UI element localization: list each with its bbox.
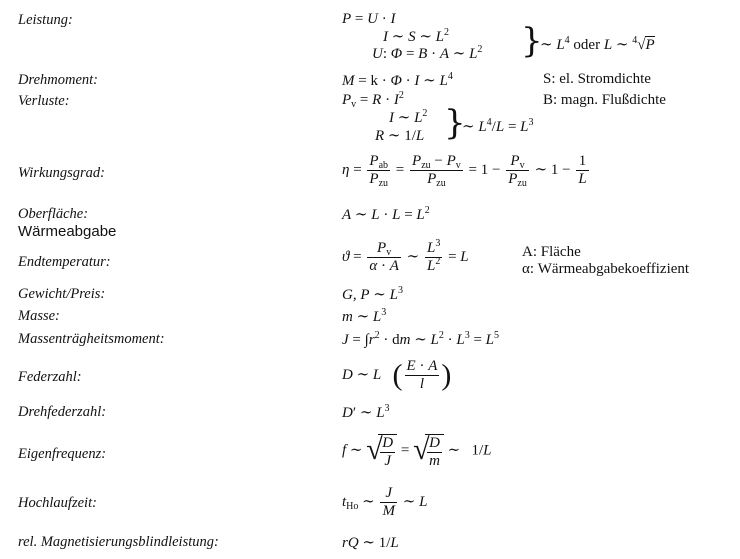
formula-verluste-result: ∼ $L^4/L = L^3$: [462, 117, 534, 135]
label-federzahl: Federzahl:: [18, 369, 82, 385]
note-a: A: Fläche: [522, 244, 581, 260]
formula-verluste: $P_v = R \cdot I^2$: [342, 90, 404, 110]
formula-eigenfrequenz: f ∼ √ $\frac{D}{J}$ = √ $\frac{D}{m}$ ∼ 1/L: [342, 433, 492, 469]
formula-i-l2: I ∼ $L^2$: [389, 108, 428, 126]
brace-leistung: }: [521, 21, 543, 61]
formula-blindleistung: rQ ∼ 1/L: [342, 535, 399, 551]
label-gewicht: Gewicht/Preis:: [18, 286, 106, 302]
formula-traegheit: $J = \int r^2$ · dm ∼ $L^2 \cdot L^3 = L^5$: [342, 330, 500, 348]
formula-wirkungsgrad: η = $\frac{P_{ab}}{P_{zu}}$ = $\frac{P_{zu} - P_v}{P_{zu}}$ = 1 − $\frac{P_v}{P_{zu}}$ ∼ 1 − $\frac{1}{L}$: [342, 153, 587, 189]
formula-federzahl: D ∼ L ( $\frac{E \cdot A}{l}$ ): [342, 358, 452, 392]
formula-hochlaufzeit: $t_{Ho}$ ∼ $\frac{J}{M}$ ∼ L: [342, 485, 428, 519]
formula-flux-scaling: U: Φ = B · A ∼ $L^2$: [372, 44, 483, 62]
label-traegheit: Massenträgheitsmoment:: [18, 331, 165, 347]
label-drehmoment: Drehmoment:: [18, 72, 98, 88]
label-wirkungsgrad: Wirkungsgrad:: [18, 165, 105, 181]
label-oberflaeche: Oberfläche:: [18, 206, 89, 222]
text-oder: oder: [573, 37, 601, 53]
label-verluste: Verluste:: [18, 93, 70, 109]
label-leistung: Leistung:: [18, 12, 73, 28]
formula-gewicht: G, P ∼ $L^3$: [342, 285, 403, 303]
formula-drehfederzahl: D′ ∼ $L^3$: [342, 403, 390, 421]
formula-oberflaeche: A ∼ $L \cdot L = L^2$: [342, 205, 430, 223]
label-blindleistung: rel. Magnetisierungsblindleistung:: [18, 534, 219, 550]
note-b: B: magn. Flußdichte: [543, 92, 666, 108]
formula-r-1l: R ∼ 1/L: [375, 128, 425, 144]
formula-masse: m ∼ $L^3$: [342, 307, 387, 325]
label-eigenfrequenz: Eigenfrequenz:: [18, 446, 107, 462]
label-waermeabgabe: Wärmeabgabe: [18, 223, 117, 240]
formula-endtemperatur: ϑ = $\frac{P_v}{\alpha \cdot A}$ ∼ $\frac{L^3}{L^2}$ = L: [342, 238, 469, 274]
brace-verluste: }: [444, 103, 466, 143]
formula-leistung: P = U · I: [342, 11, 396, 27]
formula-leistung-result: ∼ $L^4$ oder L ∼ $^4$√P: [540, 35, 655, 53]
note-s: S: el. Stromdichte: [543, 71, 651, 87]
formula-current-scaling: I ∼ S ∼ $L^2$: [383, 27, 449, 45]
label-drehfederzahl: Drehfederzahl:: [18, 404, 107, 420]
label-hochlaufzeit: Hochlaufzeit:: [18, 495, 97, 511]
label-masse: Masse:: [18, 308, 60, 324]
note-alpha: α: Wärmeabgabekoeffizient: [522, 261, 690, 277]
formula-drehmoment: M = k · Φ · I ∼ $L^4$: [342, 71, 453, 89]
label-endtemperatur: Endtemperatur:: [18, 254, 111, 270]
